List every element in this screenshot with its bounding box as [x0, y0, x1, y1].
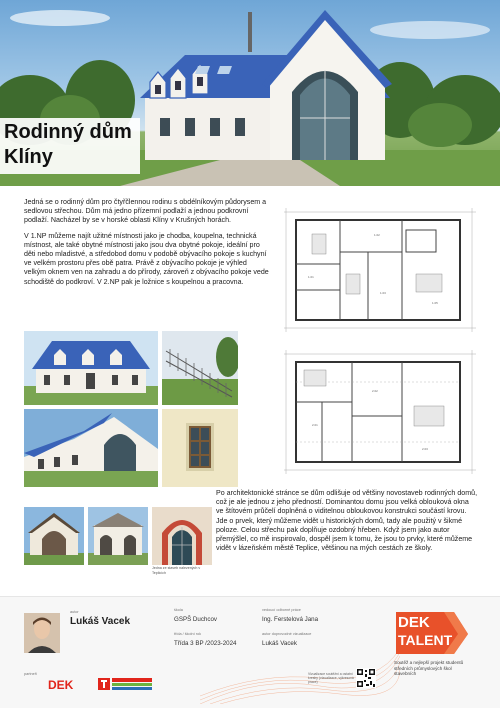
page-title-line2: Klíny	[4, 146, 53, 168]
brand-bottom-text: TALENT	[398, 632, 453, 648]
partner-school-logo	[98, 676, 152, 692]
svg-text:2.03: 2.03	[422, 447, 428, 451]
dek-talent-logo	[392, 610, 472, 656]
architecture-text: Po architektonické stránce se dům odlišuje od většiny novostaveb rodinných domů, což je ale jednou z jeho předností. Dominantou domu jsou velká oblouková okna ve štítovém průčelí doplněná o viditelnou obloukovou konstrukci součástí krovu. Jde o prvek, který můžeme vidět u historických domů, tady ale použitý v šikmé poloze. Celou střechu pak doplňuje ozdobný hřeben. Když jsem jako autor přemýšlel, co mě inspirovalo, dospěl jsem k tomu, že jsou to prvky, které můžeme vidět v lázeňském městě Teplice, většinou na mých cestách ze školy.	[216, 489, 478, 553]
title-box	[0, 118, 140, 174]
teacher-name: Ing. Ferstelová Jana	[262, 616, 319, 623]
house-front-rendering	[24, 331, 158, 405]
floor-plan-2np	[282, 346, 478, 478]
school-name: GSPŠ Duchcov	[174, 616, 217, 623]
school-label: škola	[174, 608, 183, 612]
svg-text:1.02: 1.02	[374, 233, 380, 237]
svg-text:1.03: 1.03	[380, 291, 386, 295]
visualization-note: Vizualizace soutěžní a ostatní kresby (vizualizace, výkresová prace)	[308, 672, 354, 685]
window-photo	[162, 409, 238, 487]
author-photo	[24, 613, 60, 653]
author-label: autor	[70, 610, 79, 614]
qr-code[interactable]	[356, 668, 376, 688]
author-name: Lukáš Vacek	[70, 616, 131, 627]
intro-text	[24, 198, 270, 293]
teplice-colonnade-photo	[88, 507, 148, 565]
house-gable-rendering	[24, 409, 158, 487]
partner-dek-logo: DEK	[48, 678, 74, 692]
hero-rendering	[0, 0, 500, 186]
photo-caption: Jedna ze staveb nalezených v Teplicích	[152, 566, 201, 575]
class-value: Třída 3 BP /2023-2024	[174, 640, 237, 647]
visual-author-name: Lukáš Vacek	[262, 640, 297, 647]
teplice-arch-window-photo	[152, 507, 212, 565]
svg-text:1.05: 1.05	[432, 301, 438, 305]
brand-top-text: DEK	[398, 614, 430, 631]
intro-paragraph: V 1.NP můžeme najít užitné místnosti jako je chodba, koupelna, technická místnost, ale také obytné místnosti jako jsou dva obytné pokoje, ideální pro děti nebo mladistvé, a středobod domu v podobě obývacího pokoje s kuchyní ve velkém prostoru přes obě patra. Právě z obývacího pokoje je výhled velkým oknem ven na zahradu a do přírody, zároveň z obývacího pokoje vede schodiště do podkroví. V 2.NP pak je ložnice s koupelnou a pracovna.	[24, 231, 269, 286]
svg-text:2.02: 2.02	[372, 389, 378, 393]
fence-photo	[162, 331, 238, 405]
teacher-label: vedoucí odborné práce	[262, 608, 301, 612]
page-title-line1: Rodinný dům	[4, 121, 132, 143]
visual-author-label: autor doprovodné vizualizace	[262, 632, 312, 636]
svg-text:1.01: 1.01	[308, 275, 314, 279]
class-label: třída / školní rok	[174, 632, 202, 636]
brand-description: Soutěž a nejlepší projekt studentů středních průmyslových škol stavebních	[394, 660, 464, 677]
intro-paragraph: Jedná se o rodinný dům pro čtyřčlennou rodinu s obdélníkovým půdorysem a sedlovou střechou. Dům má jedno přízemní podlaží a jednou podkrovní podlaží. Nacházel by se v horské oblasti Klíny v Krušných horách.	[24, 198, 267, 225]
partners-label: partneři	[24, 672, 37, 676]
svg-text:2.01: 2.01	[312, 423, 318, 427]
teplice-building-photo	[24, 507, 84, 565]
floor-plan-1np	[282, 204, 478, 336]
